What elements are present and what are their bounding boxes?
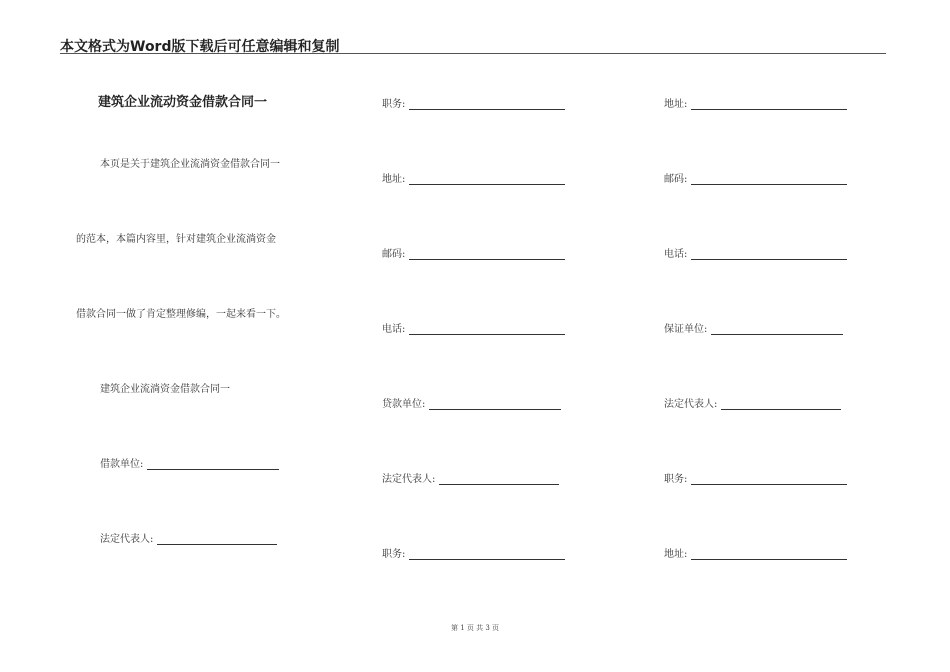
postcode-blank-col3[interactable] [691,174,847,185]
guarantor-blank[interactable] [711,324,843,335]
position-field-2[interactable] [382,545,565,560]
document-title: 建筑企业流动资金借款合同一 [98,95,268,110]
lender-legal-rep-field[interactable] [382,470,559,485]
borrower-field[interactable] [100,455,279,470]
phone-field-col3[interactable] [664,245,847,260]
lender-legal-rep-label: 法定代表人: [382,474,436,485]
position-blank-col3[interactable] [691,474,847,485]
intro-line-2: 的范本，本篇内容里，针对建筑企业流淌资金 [76,234,276,245]
postcode-blank-col2[interactable] [409,249,565,260]
lender-legal-rep-blank[interactable] [439,474,559,485]
address-blank-col3-2[interactable] [691,549,847,560]
position-field-col3[interactable] [664,470,847,485]
borrower-legal-rep-blank[interactable] [157,534,277,545]
address-label-col3-2: 地址: [664,549,688,560]
position-blank-2[interactable] [409,549,565,560]
position-field-1[interactable] [382,95,565,110]
position-blank-1[interactable] [409,99,565,110]
guarantor-label: 保证单位: [664,324,708,335]
borrower-legal-rep-label: 法定代表人: [100,534,154,545]
postcode-label-col2: 邮码: [382,249,406,260]
position-label-col3: 职务: [664,474,688,485]
address-field-col3-1[interactable] [664,95,847,110]
document-subtitle: 建筑企业流淌资金借款合同一 [100,384,230,395]
phone-blank-col3[interactable] [691,249,847,260]
borrower-legal-rep-field[interactable] [100,530,277,545]
position-label-1: 职务: [382,99,406,110]
address-blank-col3-1[interactable] [691,99,847,110]
guarantor-legal-rep-label: 法定代表人: [664,399,718,410]
address-field-col3-2[interactable] [664,545,847,560]
address-label-col2: 地址: [382,174,406,185]
address-blank-col2[interactable] [409,174,565,185]
postcode-field-col2[interactable] [382,245,565,260]
guarantor-legal-rep-field[interactable] [664,395,841,410]
position-label-2: 职务: [382,549,406,560]
phone-label-col3: 电话: [664,249,688,260]
lender-blank[interactable] [429,399,561,410]
page-footer: 第 1 页 共 3 页 [450,624,500,632]
guarantor-field[interactable] [664,320,843,335]
borrower-blank[interactable] [147,459,279,470]
phone-label-col2: 电话: [382,324,406,335]
address-label-col3-1: 地址: [664,99,688,110]
postcode-label-col3: 邮码: [664,174,688,185]
borrower-label: 借款单位: [100,459,144,470]
header-title: 本文格式为Word版下载后可任意编辑和复制 [60,39,340,55]
lender-label: 贷款单位: [382,399,426,410]
postcode-field-col3[interactable] [664,170,847,185]
lender-field[interactable] [382,395,561,410]
intro-line-3: 借款合同一做了肯定整理修编，一起来看一下。 [76,309,286,320]
phone-field-col2[interactable] [382,320,565,335]
page-header [60,35,886,54]
phone-blank-col2[interactable] [409,324,565,335]
guarantor-legal-rep-blank[interactable] [721,399,841,410]
intro-line-1: 本页是关于建筑企业流淌资金借款合同一 [100,159,280,170]
address-field-col2[interactable] [382,170,565,185]
